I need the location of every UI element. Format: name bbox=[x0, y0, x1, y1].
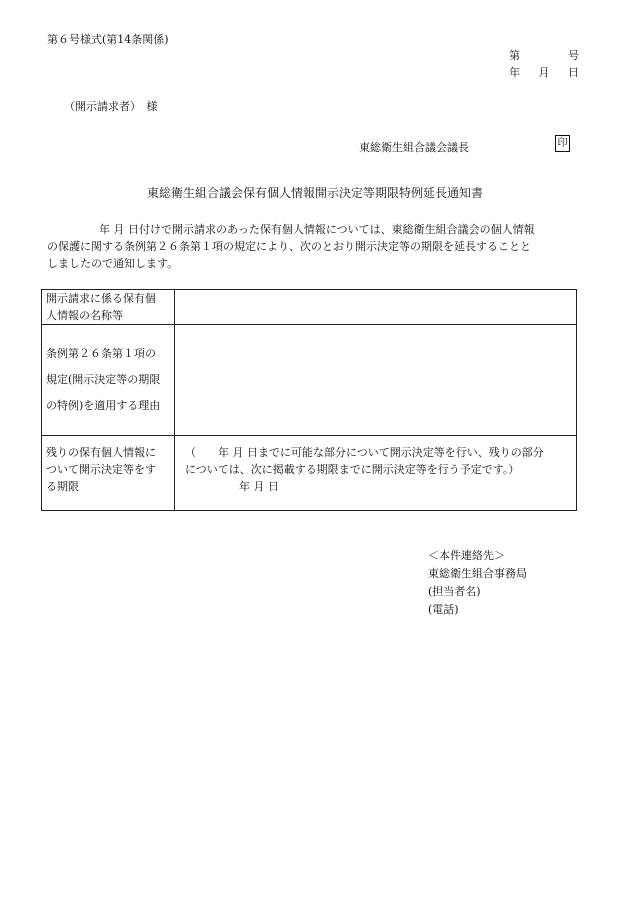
row-value-deadline: （ 年 月 日までに可能な部分について開示決定等を行い、残りの部分 については、次に掲載する期限までに開示決定等を行う予定です。） 年 月 日 bbox=[175, 436, 577, 511]
date-day: 日 bbox=[568, 66, 579, 79]
info-table bbox=[41, 289, 577, 511]
row-label-reason: 条例第２６条第１項の 規定(開示決定等の期限 の特例)を適用する理由 bbox=[42, 325, 175, 436]
date-month: 月 bbox=[538, 66, 550, 79]
date-year: 年 bbox=[509, 66, 520, 79]
document-number-suffix: 号 bbox=[568, 49, 579, 62]
document-number-prefix: 第 bbox=[509, 49, 520, 62]
contact-block bbox=[428, 547, 527, 619]
document-title: 東総衛生組合議会保有個人情報開示決定等期限特例延長通知書 bbox=[146, 186, 483, 200]
row-value-reason bbox=[175, 325, 577, 436]
body-paragraph bbox=[47, 221, 579, 272]
recipient: （開示請求者） 様 bbox=[64, 100, 158, 113]
contact-heading: ＜本件連絡先＞ bbox=[428, 549, 505, 562]
document-date bbox=[509, 64, 579, 80]
contact-phone: (電話) bbox=[428, 603, 459, 616]
body-line: しましたので通知します。 bbox=[47, 257, 179, 270]
contact-person: (担当者名) bbox=[428, 585, 481, 598]
body-line: 年 月 日付けで開示請求のあった保有個人情報については、東総衛生組合議会の個人情報 bbox=[99, 223, 535, 236]
contact-office: 東総衛生組合事務局 bbox=[428, 567, 527, 580]
table-row bbox=[42, 325, 577, 436]
document-number bbox=[509, 47, 579, 63]
form-number: 第６号様式(第14条関係) bbox=[47, 33, 169, 46]
seal-stamp: 印 bbox=[555, 135, 570, 152]
row-value-info-name bbox=[175, 290, 577, 325]
issuer-name: 東総衛生組合議会議長 bbox=[359, 141, 469, 154]
row-label-deadline: 残りの保有個人情報に ついて開示決定等をす る期限 bbox=[42, 436, 175, 511]
row-label-info-name: 開示請求に係る保有個人情報の名称等 bbox=[42, 290, 175, 325]
body-line: の保護に関する条例第２６条第１項の規定により、次のとおり開示決定等の期限を延長することと bbox=[47, 240, 531, 253]
table-row bbox=[42, 436, 577, 511]
table-row bbox=[42, 290, 577, 325]
